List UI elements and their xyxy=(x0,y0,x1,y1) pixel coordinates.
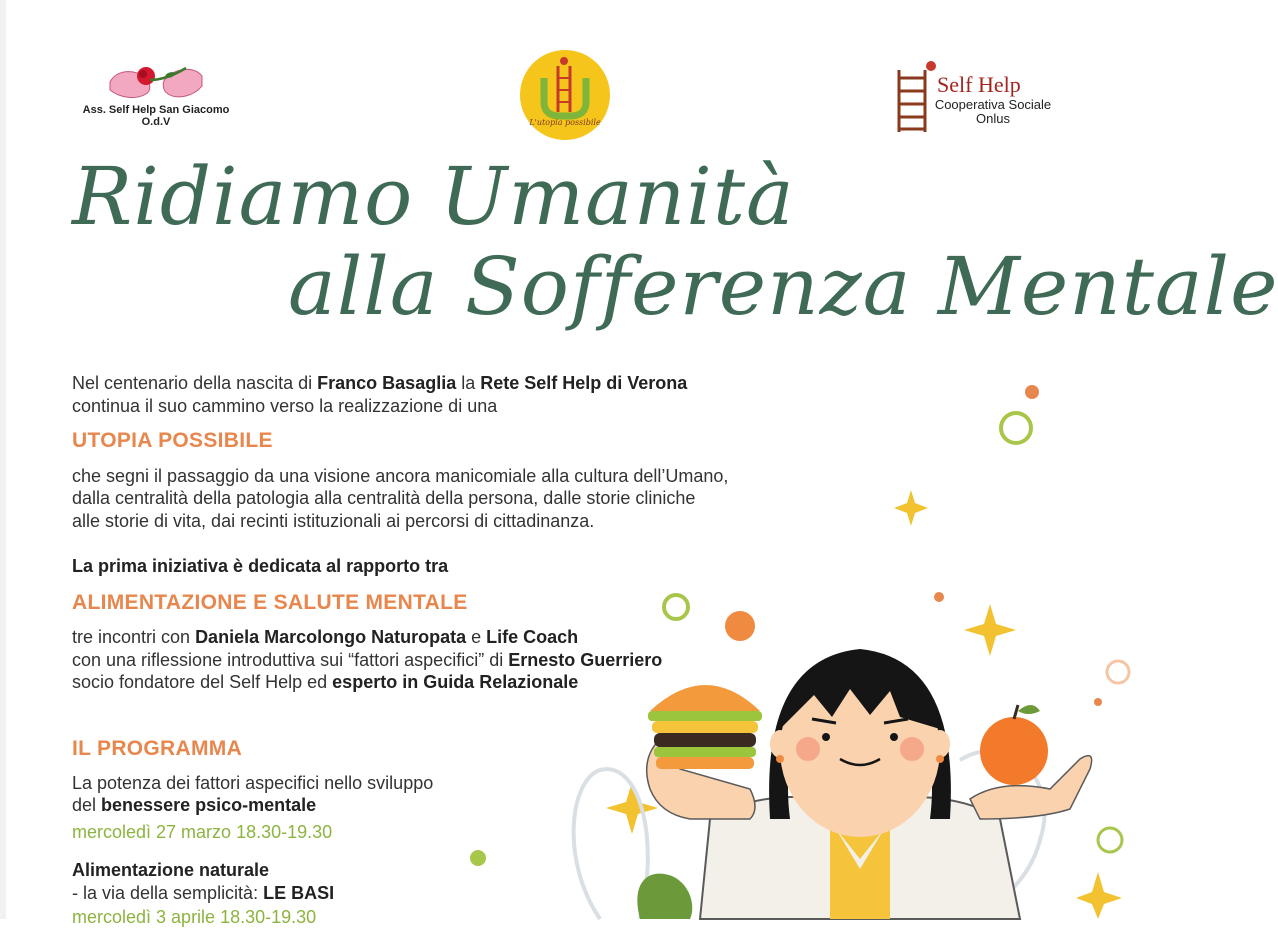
program-2-title: Alimentazione naturale xyxy=(72,860,270,880)
first-initiative: La prima iniziativa è dedicata al rapporto tra xyxy=(72,556,449,576)
program-1-line-2 xyxy=(72,794,316,816)
dot-orange-icon xyxy=(934,592,944,602)
meetings-line-3 xyxy=(72,671,578,693)
intro-line-1 xyxy=(72,372,687,394)
program-1-line-1: La potenza dei fattori aspecifici nello sviluppo xyxy=(72,773,434,793)
program-2-line-2 xyxy=(72,882,334,904)
logo-self-help-san-giacomo xyxy=(76,60,236,128)
intro-line-2: continua il suo cammino verso la realizzazione di una xyxy=(72,396,498,416)
life-coach: Life Coach xyxy=(486,627,579,647)
heading-utopia-possibile: UTOPIA POSSIBILE xyxy=(72,429,273,452)
logo-mid-text: L'utopia possibile xyxy=(529,118,601,127)
meetings-line-1 xyxy=(72,626,578,648)
logo-right-sub-1: Cooperativa Sociale xyxy=(934,97,1052,112)
vision-line-2: dalla centralità della patologia alla centralità della persona, dalle storie cliniche xyxy=(72,488,696,508)
dot-green-icon xyxy=(470,850,486,866)
woman-illustration xyxy=(600,619,1120,919)
apple-icon xyxy=(980,705,1048,785)
logo-self-help-cooperativa xyxy=(893,60,1063,140)
intro-text-a: Nel centenario della nascita di xyxy=(72,373,318,393)
logo-right-sub xyxy=(933,98,1053,126)
hands-rose-icon xyxy=(106,60,206,104)
logo-right-sub-2: Onlus xyxy=(976,111,1010,126)
guida-relazionale: esperto in Guida Relazionale xyxy=(332,672,579,692)
logo-utopia-possibile xyxy=(520,50,610,140)
heading-alimentazione: ALIMENTAZIONE E SALUTE MENTALE xyxy=(72,591,468,614)
logo-right-brand: Self Help xyxy=(937,72,1021,97)
ladder-icon xyxy=(893,60,933,136)
meetings-text-3a: socio fondatore del Self Help ed xyxy=(72,672,333,692)
heading-programma: IL PROGRAMMA xyxy=(72,737,243,760)
franco-basaglia: Franco Basaglia xyxy=(317,373,457,393)
title-line-2: alla Sofferenza Mentale xyxy=(288,240,1278,333)
meetings-text-a: tre incontri con xyxy=(72,627,196,647)
intro-text-c: la xyxy=(456,373,481,393)
meetings-text-c: e xyxy=(466,627,487,647)
logo-left-caption-1: Ass. Self Help San Giacomo xyxy=(82,104,230,116)
ring-green-icon xyxy=(664,595,688,619)
program-2-text-a: - la via della semplicità: xyxy=(72,883,264,903)
program-2-date: mercoledì 3 aprile 18.30-19.30 xyxy=(72,907,317,927)
le-basi: LE BASI xyxy=(263,883,335,903)
ernesto-guerriero: Ernesto Guerriero xyxy=(508,650,663,670)
star-icon xyxy=(894,490,928,526)
title-line-1: Ridiamo Umanità xyxy=(72,150,795,243)
dot-orange-icon xyxy=(1025,385,1039,399)
benessere-psico-mentale: benessere psico-mentale xyxy=(101,795,317,815)
page-edge xyxy=(0,0,6,919)
logo-left-caption-2: O.d.V xyxy=(141,116,171,128)
daniela-marcolongo: Daniela Marcolongo Naturopata xyxy=(195,627,467,647)
vision-line-1: che segni il passaggio da una visione ancora manicomiale alla cultura dell’Umano, xyxy=(72,466,729,486)
burger-icon xyxy=(648,685,762,769)
ring-green-icon xyxy=(1001,413,1031,443)
rete-self-help: Rete Self Help di Verona xyxy=(480,373,688,393)
program-1-date: mercoledì 27 marzo 18.30-19.30 xyxy=(72,822,333,842)
program-1-text-a: del xyxy=(72,795,102,815)
vision-line-3: alle storie di vita, dai recinti istituzionali ai percorsi di cittadinanza. xyxy=(72,511,595,531)
meetings-line-2 xyxy=(72,649,662,671)
meetings-text-2a: con una riflessione introduttiva sui “fattori aspecifici” di xyxy=(72,650,509,670)
